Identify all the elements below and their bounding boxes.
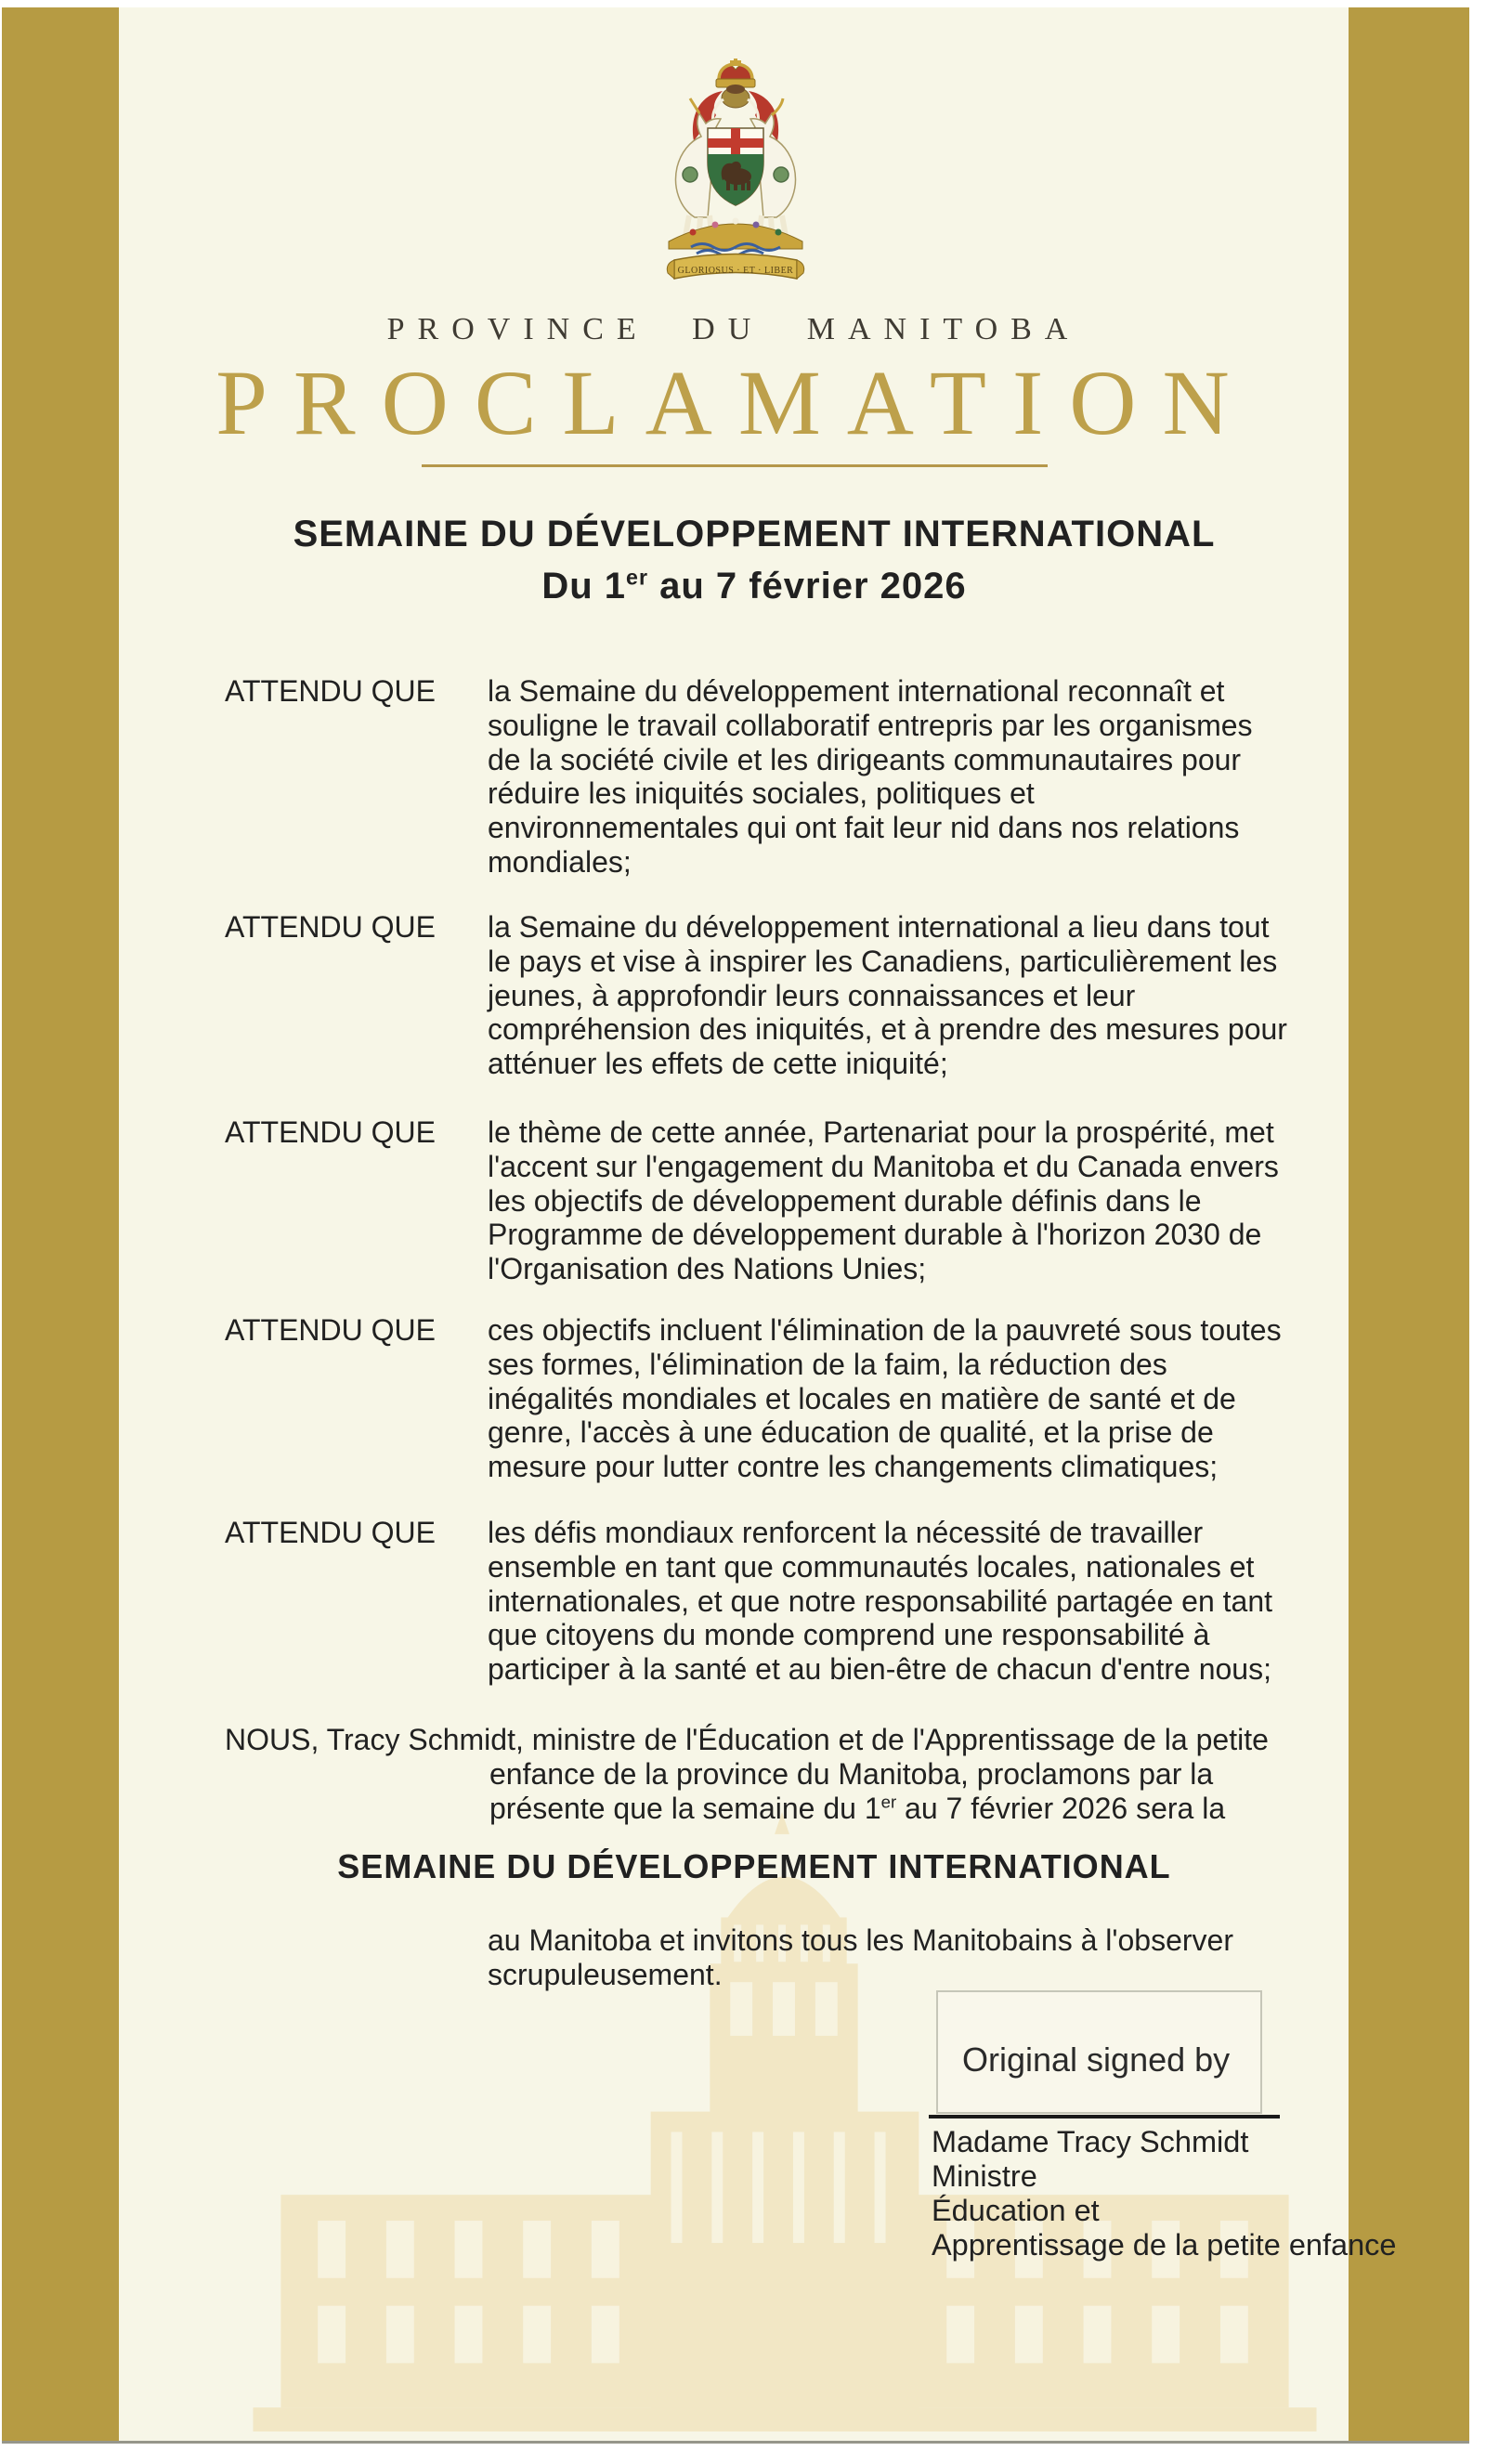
whereas-clause-5 bbox=[488, 1516, 1272, 1687]
text-line: le pays et vise à inspirer les Canadiens, particulièrement les bbox=[488, 944, 1278, 978]
text-line: Ministre bbox=[932, 2159, 1037, 2193]
original-signed-stamp-text: Original signed by bbox=[962, 2040, 1231, 2079]
declaration-date-prefix: présente que la semaine du 1 bbox=[489, 1792, 881, 1825]
text-line: jeunes, à approfondir leurs connaissances et leur bbox=[488, 978, 1136, 1012]
text-line: mondiales; bbox=[488, 844, 632, 879]
text-line: souligne le travail collaboratif entrepris par les organismes bbox=[488, 708, 1253, 742]
text-line: réduire les iniquités sociales, politiques et bbox=[488, 776, 1035, 811]
whereas-clause-2 bbox=[488, 910, 1287, 1081]
signature-line bbox=[929, 2115, 1280, 2119]
text-line: les défis mondiaux renforcent la nécessité de travailler bbox=[488, 1516, 1204, 1549]
declaration-line-2: enfance de la province du Manitoba, proclamons par la bbox=[489, 1757, 1214, 1791]
whereas-label-5: ATTENDU QUE bbox=[225, 1516, 436, 1549]
province-line: PROVINCE DU MANITOBA bbox=[386, 312, 1081, 346]
text-line: au Manitoba et invitons tous les Manitobains à l'observer bbox=[488, 1923, 1233, 1957]
text-line: Éducation et bbox=[932, 2194, 1100, 2227]
subject-title: SEMAINE DU DÉVELOPPEMENT INTERNATIONAL bbox=[293, 514, 1216, 554]
text-line: ses formes, l'élimination de la faim, la réduction des bbox=[488, 1347, 1167, 1381]
text-line: que citoyens du monde comprend une responsabilité à bbox=[488, 1618, 1210, 1652]
date-suffix: au 7 février 2026 bbox=[647, 566, 967, 606]
whereas-clause-4 bbox=[488, 1313, 1282, 1484]
declaration-line-3 bbox=[489, 1792, 1225, 1826]
coat-of-arms-icon bbox=[637, 58, 834, 292]
whereas-label-4: ATTENDU QUE bbox=[225, 1313, 436, 1347]
text-line: ensemble en tant que communautés locales, nationales et bbox=[488, 1549, 1255, 1584]
date-superscript: er bbox=[626, 565, 648, 590]
whereas-clause-3 bbox=[488, 1115, 1279, 1286]
text-line: participer à la santé et au bien-être de chacun d'entre nous; bbox=[488, 1652, 1271, 1687]
original-signed-stamp-box bbox=[936, 1990, 1262, 2114]
page-bottom-edge bbox=[2, 2441, 1469, 2444]
text-line: l'accent sur l'engagement du Manitoba et du Canada envers bbox=[488, 1149, 1279, 1183]
declaration-line-1: NOUS, Tracy Schmidt, ministre de l'Éducation et de l'Apprentissage de la petite bbox=[225, 1723, 1269, 1756]
whereas-label-2: ATTENDU QUE bbox=[225, 910, 436, 944]
text-line: compréhension des iniquités, et à prendre des mesures pour bbox=[488, 1012, 1287, 1047]
proclaimed-week-title: SEMAINE DU DÉVELOPPEMENT INTERNATIONAL bbox=[337, 1847, 1171, 1885]
text-line: ces objectifs incluent l'élimination de la pauvreté sous toutes bbox=[488, 1313, 1282, 1347]
text-line: mesure pour lutter contre les changements climatiques; bbox=[488, 1450, 1219, 1484]
text-line: la Semaine du développement international a lieu dans tout bbox=[488, 910, 1270, 944]
text-line: genre, l'accès à une éducation de qualité, et la prise de bbox=[488, 1415, 1214, 1450]
shield bbox=[708, 128, 763, 205]
subject-date-line bbox=[139, 566, 1369, 607]
signatory-block bbox=[932, 2125, 1397, 2262]
text-line: l'Organisation des Nations Unies; bbox=[488, 1252, 927, 1286]
date-prefix: Du 1 bbox=[541, 566, 627, 606]
text-line: environnementales qui ont fait leur nid dans nos relations bbox=[488, 811, 1240, 845]
text-line: internationales, et que notre responsabilité partagée en tant bbox=[488, 1584, 1273, 1618]
closing-text bbox=[488, 1923, 1233, 1992]
whereas-clause-1 bbox=[488, 674, 1253, 880]
declaration-date-superscript: er bbox=[880, 1792, 897, 1812]
text-line: scrupuleusement. bbox=[488, 1958, 723, 1991]
text-line: la Semaine du développement international reconnaît et bbox=[488, 674, 1225, 708]
whereas-label-1: ATTENDU QUE bbox=[225, 674, 436, 708]
text-line: Apprentissage de la petite enfance bbox=[932, 2228, 1397, 2262]
text-line: le thème de cette année, Partenariat pour la prospérité, met bbox=[488, 1115, 1274, 1149]
text-line: les objectifs de développement durable définis dans le bbox=[488, 1183, 1202, 1218]
text-line: Madame Tracy Schmidt bbox=[932, 2125, 1249, 2158]
declaration-date-suffix: au 7 février 2026 sera la bbox=[896, 1792, 1226, 1825]
text-line: de la société civile et les dirigeants communautaires pour bbox=[488, 742, 1242, 776]
motto-text: GLORIOSUS · ET · LIBER bbox=[677, 266, 794, 276]
gold-divider-rule bbox=[422, 464, 1048, 467]
whereas-label-3: ATTENDU QUE bbox=[225, 1115, 436, 1149]
text-line: Programme de développement durable à l'horizon 2030 de bbox=[488, 1218, 1262, 1252]
text-line: atténuer les effets de cette iniquité; bbox=[488, 1047, 948, 1081]
text-line: inégalités mondiales et locales en matière de santé et de bbox=[488, 1381, 1236, 1415]
proclamation-title: PROCLAMATION bbox=[215, 351, 1256, 454]
